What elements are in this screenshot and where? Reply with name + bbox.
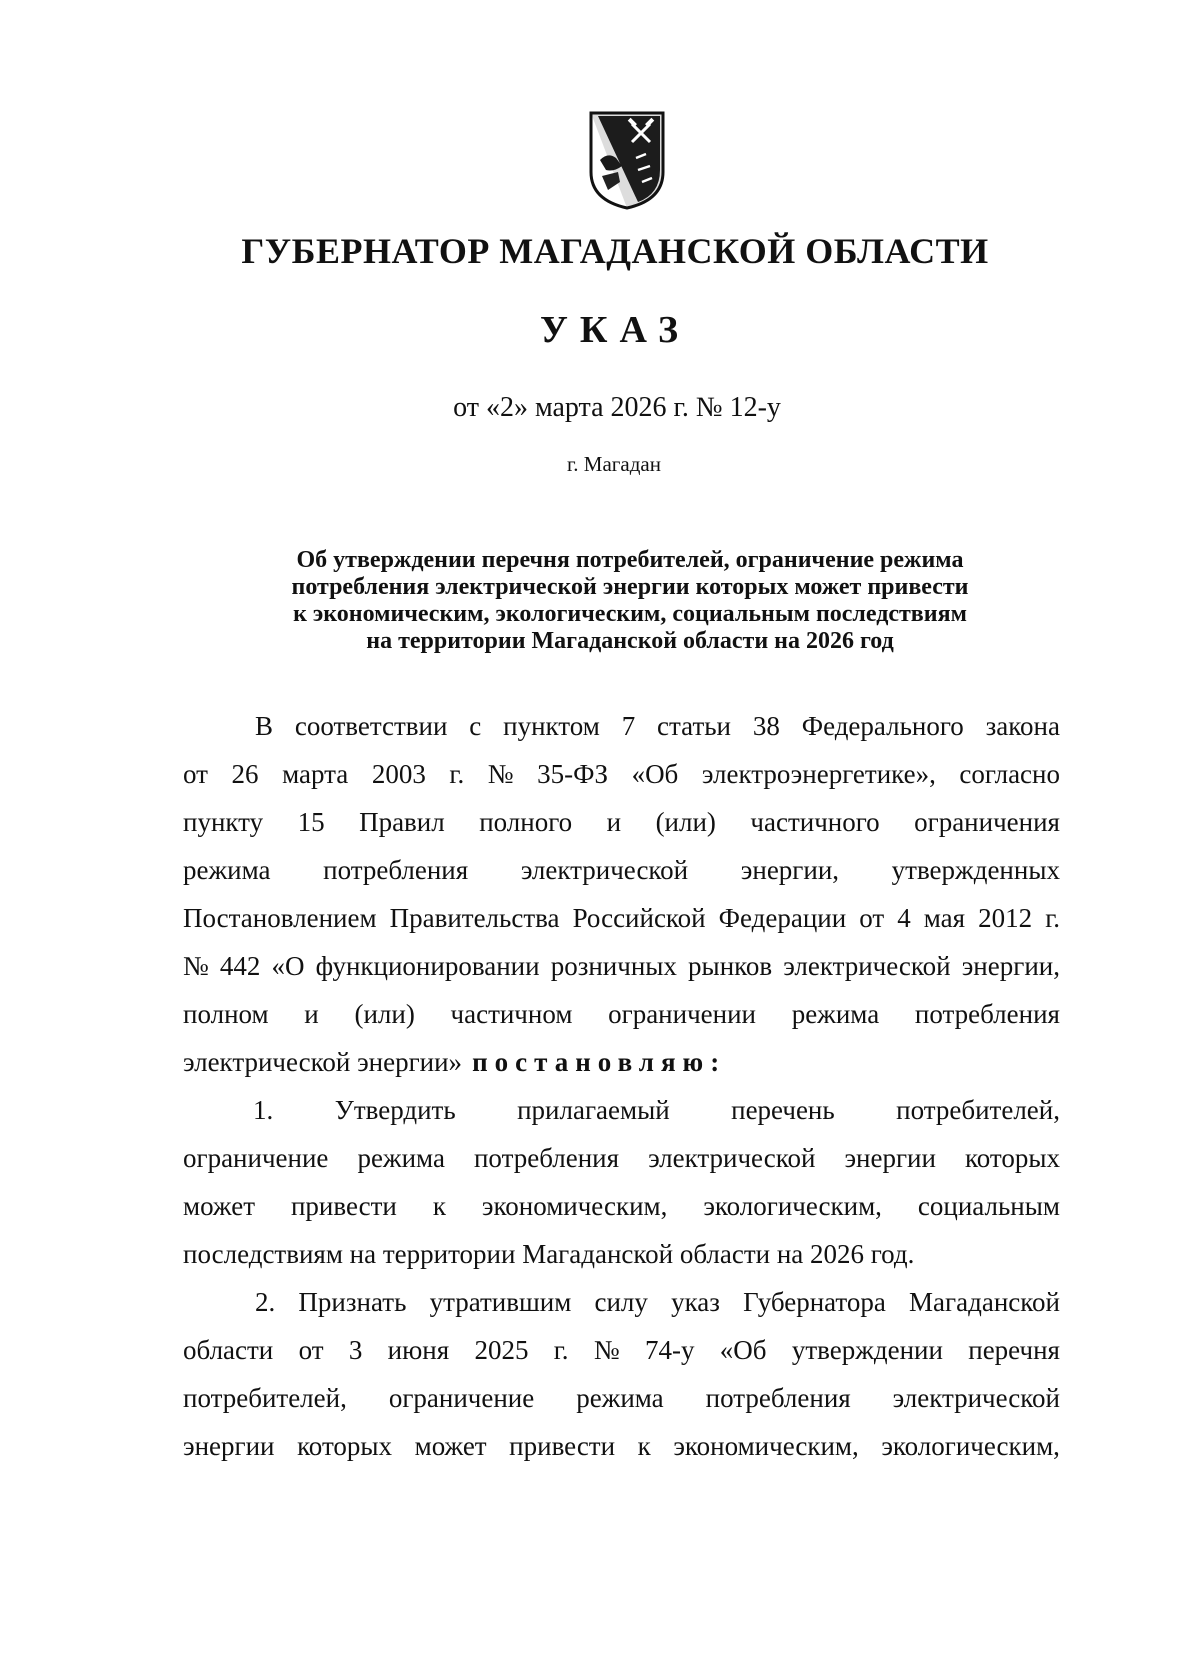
text-line [183, 1038, 1060, 1086]
word: Магаданской [909, 1287, 1060, 1317]
word: Постановлением [183, 903, 377, 933]
word: энергии [183, 1431, 275, 1461]
word: перечня [968, 1335, 1060, 1365]
word: ограничение [183, 1143, 329, 1173]
document-place: г. Магадан [567, 452, 661, 476]
word: ограничения [914, 807, 1060, 837]
word: утвержденных [891, 855, 1060, 885]
word: частичном [450, 999, 573, 1029]
text-line [183, 942, 1060, 990]
word: Федерации [718, 903, 847, 933]
word: режима [183, 855, 271, 885]
decree-subject [180, 547, 1080, 655]
word: 3 [348, 1335, 363, 1365]
subject-line: на территории Магаданской области на 2026 год [366, 628, 894, 654]
word: экономическим, [481, 1191, 668, 1221]
word: привести [290, 1191, 397, 1221]
word: силу [594, 1287, 648, 1317]
word: энергии [844, 1143, 936, 1173]
word: потребления [705, 1383, 851, 1413]
word: режима [357, 1143, 445, 1173]
word: 442 [219, 951, 261, 981]
word: потребления [914, 999, 1060, 1029]
word: 2003 [371, 759, 426, 789]
word: экономическим, [673, 1431, 859, 1461]
word: № [593, 1335, 620, 1365]
word: функционировании [315, 951, 540, 981]
word: согласно [959, 759, 1060, 789]
word: соответствии [294, 711, 448, 741]
word: 7 [621, 711, 636, 741]
word: может [414, 1431, 487, 1461]
word: экологическим, [703, 1191, 882, 1221]
word: которых [297, 1431, 393, 1461]
word: электрической [783, 951, 951, 981]
word: г. [1045, 903, 1060, 933]
document-type-heading: УКАЗ [540, 309, 690, 351]
word: полном [183, 999, 269, 1029]
authority-heading: ГУБЕРНАТОР МАГАДАНСКОЙ ОБЛАСТИ [241, 231, 989, 271]
word: потребления [473, 1143, 620, 1173]
word: (или) [354, 999, 415, 1029]
word: экологическим, [881, 1431, 1060, 1461]
word: 1. [253, 1095, 274, 1125]
word: и [606, 807, 622, 837]
word: Утвердить [334, 1095, 456, 1125]
word: области [183, 1335, 274, 1365]
word: и [304, 999, 319, 1029]
word: розничных [550, 951, 677, 981]
document-date-number: от «2» марта 2026 г. № 12-у [453, 392, 781, 423]
word: потребителей, [896, 1095, 1060, 1125]
word: 35-ФЗ [537, 759, 608, 789]
word: 15 [297, 807, 325, 837]
text-line [183, 1182, 1060, 1230]
word: «О [271, 951, 305, 981]
word: энергии, [961, 951, 1060, 981]
word: № [487, 759, 514, 789]
word: мая [923, 903, 966, 933]
text-line [183, 1134, 1060, 1182]
word: может [183, 1191, 255, 1221]
text-line [183, 1278, 1060, 1326]
word: Российской [572, 903, 706, 933]
text-line [183, 1086, 1060, 1134]
word: электрической [892, 1383, 1060, 1413]
word: закона [985, 711, 1060, 741]
word: пунктом [503, 711, 600, 741]
word: марта [282, 759, 349, 789]
word: с [469, 711, 482, 741]
text-line [183, 1326, 1060, 1374]
word: г. [449, 759, 465, 789]
decree-line-text: электрической энергии» [183, 1047, 463, 1077]
word: 38 [752, 711, 780, 741]
text-line [183, 1422, 1060, 1470]
word: В [255, 711, 274, 741]
magadan-oblast-coat-of-arms-icon [588, 110, 666, 210]
word: ограничении [608, 999, 756, 1029]
word: 74-у [644, 1335, 695, 1365]
word: электрической [648, 1143, 816, 1173]
text-line [183, 990, 1060, 1038]
word: привести [509, 1431, 616, 1461]
word: Губернатора [743, 1287, 886, 1317]
word: режима [791, 999, 880, 1029]
text-line [183, 1374, 1060, 1422]
word: полного [479, 807, 573, 837]
text-line [183, 750, 1060, 798]
word: № [183, 951, 209, 981]
decree-item-2 [183, 1278, 1060, 1470]
word: 2012 [978, 903, 1033, 933]
word: ограничение [388, 1383, 535, 1413]
word: электрической [520, 855, 689, 885]
word: потребителей, [183, 1383, 347, 1413]
decree-word: постановляю [472, 1047, 711, 1077]
word: Правительства [389, 903, 560, 933]
word: энергии, [740, 855, 840, 885]
decree-item-1 [183, 1086, 1060, 1278]
word: статьи [657, 711, 732, 741]
word: 26 [231, 759, 259, 789]
word: г. [553, 1335, 569, 1365]
word: Правил [359, 807, 445, 837]
word: Признать [298, 1287, 407, 1317]
word: электроэнергетике», [701, 759, 936, 789]
word: социальным [917, 1191, 1060, 1221]
text-line [183, 846, 1060, 894]
word: «Об [631, 759, 679, 789]
word: Федерального [801, 711, 964, 741]
word: от [298, 1335, 324, 1365]
word: которых [965, 1143, 1060, 1173]
word: частичного [750, 807, 880, 837]
word: от [183, 759, 208, 789]
word: рынков [688, 951, 773, 981]
word: от [859, 903, 885, 933]
text-line [183, 798, 1060, 846]
word: указ [671, 1287, 720, 1317]
word: к [637, 1431, 651, 1461]
word: утратившим [429, 1287, 572, 1317]
word: к [432, 1191, 446, 1221]
word: режима [576, 1383, 664, 1413]
preamble-paragraph [183, 702, 1060, 1086]
word: 4 [897, 903, 911, 933]
word: прилагаемый [517, 1095, 670, 1125]
text-line [183, 894, 1060, 942]
subject-line: потребления электрической энергии которых может привести [291, 574, 969, 600]
word: (или) [655, 807, 716, 837]
word: 2025 [474, 1335, 529, 1365]
word: потребления [323, 855, 469, 885]
word: июня [387, 1335, 450, 1365]
word: пункту [183, 807, 264, 837]
subject-line: к экономическим, экологическим, социальным последствиям [293, 601, 967, 627]
word: 2. [255, 1287, 276, 1317]
word: перечень [731, 1095, 835, 1125]
decree-colon: : [710, 1047, 720, 1077]
subject-line: Об утверждении перечня потребителей, ограничение режима [296, 547, 964, 573]
text-line [183, 702, 1060, 750]
text-line: последствиям на территории Магаданской области на 2026 год. [183, 1239, 915, 1269]
word: «Об [719, 1335, 767, 1365]
word: утверждении [791, 1335, 943, 1365]
